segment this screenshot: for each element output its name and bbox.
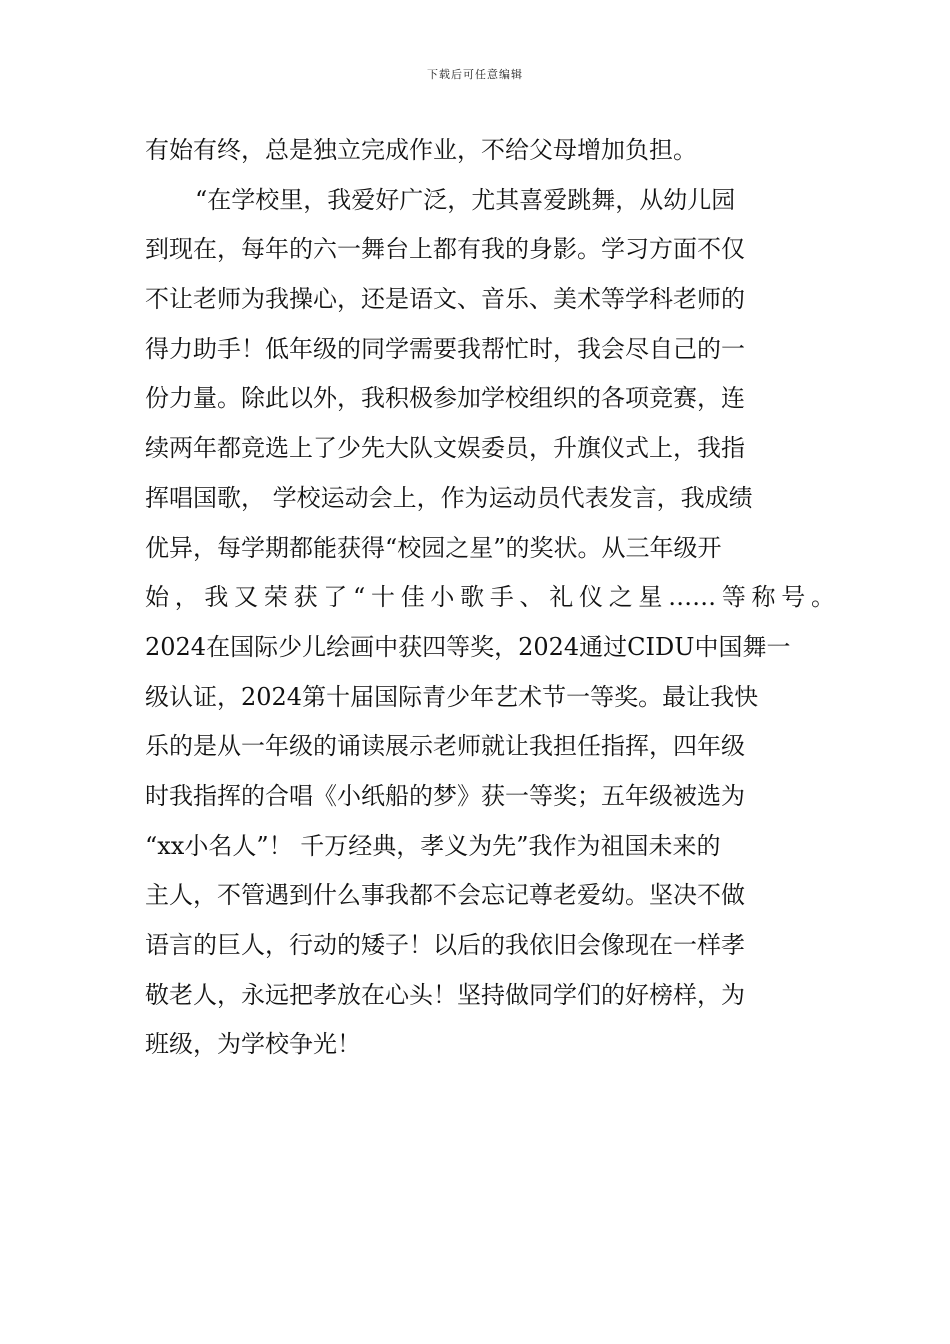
- text-line: 主人，不管遇到什么事我都不会忘记尊老爱幼。坚决不做: [145, 881, 745, 910]
- text-line: 得力助手！低年级的同学需要我帮忙时，我会尽自己的一: [145, 334, 745, 363]
- text-line: 语言的巨人，行动的矮子！以后的我依旧会像现在一样孝: [145, 931, 745, 959]
- document-body: [145, 126, 835, 1070]
- text-line: 2024在国际少儿绘画中获四等奖，2024通过CIDU中国舞一: [145, 632, 791, 661]
- text-line: 敬老人，永远把孝放在心头！坚持做同学们的好榜样，为: [145, 980, 745, 1009]
- text-line: 到现在，每年的六一舞台上都有我的身影。学习方面不仅: [145, 235, 745, 264]
- text-line: “xx小名人”！ 千万经典，孝义为先”我作为祖国未来的: [145, 831, 721, 860]
- text-line: 不让老师为我操心，还是语文、音乐、美术等学科老师的: [145, 285, 745, 314]
- text-line: “在学校里，我爱好广泛，尤其喜爱跳舞，从幼儿园: [195, 185, 736, 214]
- text-line: 挥唱国歌， 学校运动会上，作为运动员代表发言，我成绩: [145, 483, 753, 512]
- text-line: 始，我又荣获了“十佳小歌手、礼仪之星……等称号。: [145, 583, 835, 612]
- text-line: 时我指挥的合唱《小纸船的梦》获一等奖；五年级被选为: [145, 781, 745, 810]
- text-line: 班级，为学校争光！: [145, 1030, 361, 1059]
- text-line: 续两年都竞选上了少先大队文娱委员，升旗仪式上，我指: [145, 434, 745, 463]
- download-editable-note: 下载后可任意编辑: [427, 68, 523, 81]
- text-line: 份力量。除此以外，我积极参加学校组织的各项竞赛，连: [145, 384, 745, 413]
- text-line: 乐的是从一年级的诵读展示老师就让我担任指挥，四年级: [145, 732, 745, 761]
- text-line: 优异，每学期都能获得“校园之星”的奖状。从三年级开: [145, 533, 722, 562]
- text-line: 有始有终，总是独立完成作业，不给父母增加负担。: [145, 136, 697, 164]
- text-line: 级认证，2024第十届国际青少年艺术节一等奖。最让我快: [145, 682, 759, 711]
